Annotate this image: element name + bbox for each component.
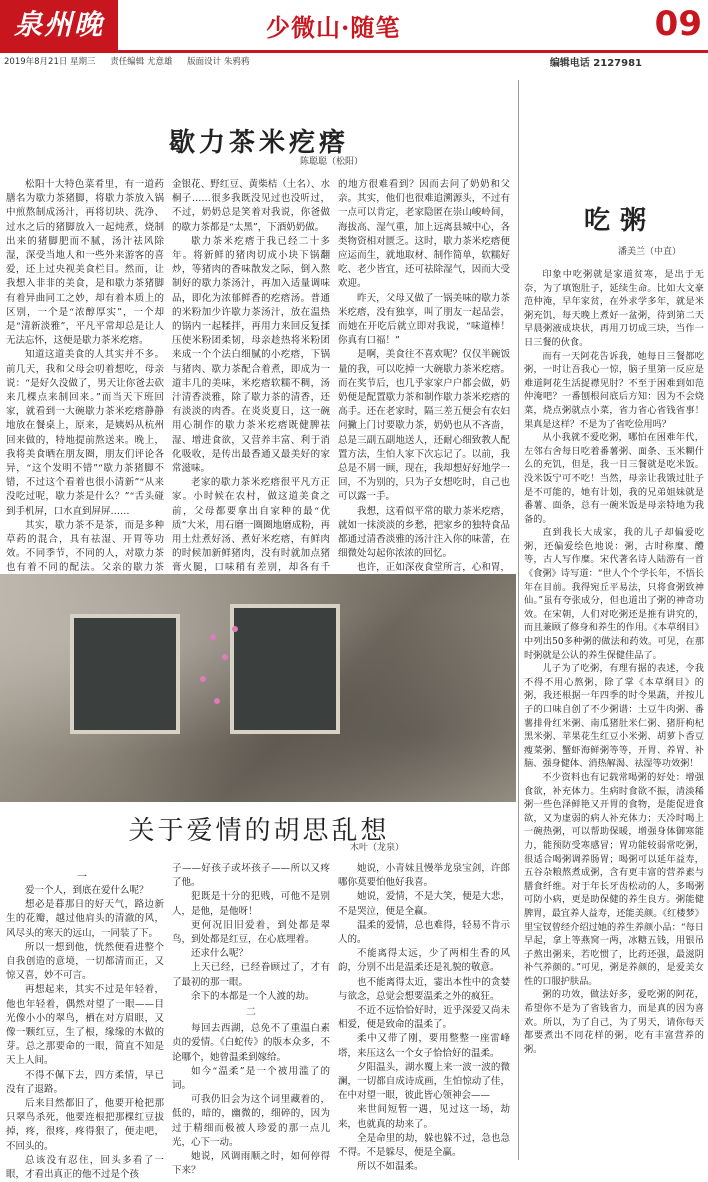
paragraph: 也不能离得太近，霎出本性中的贪婪与欲念，总觉会想要温柔之外的疯狂。 [338,976,510,1002]
masthead-rule [0,50,708,53]
paragraph: 印象中吃粥就是家道贫寒，是出于无奈，为了填饱肚子，延续生命。比如大文豪范仲淹，早年家贫，在外求学多年，就是米粥充饥，每天晚上煮好一盆粥，待到第二天早晨粥液成块状，再用刀切成三块，当作一日三餐的伙食。 [524,269,704,348]
paragraph: 爱一个人，到底在爱什么呢？ [25,885,149,896]
article1-column-2 [172,178,330,574]
photo-window-right [230,604,340,734]
paragraph: 每回去西湖，总免不了重温白素贞的爱情。《白蛇传》的版本众多，不论哪个，她曾温柔到嫁给。 [172,1023,330,1063]
photo-window-left [70,614,180,734]
article1-column-3 [338,178,510,574]
paragraph: 如今“温柔”是一个被用滥了的词。 [172,1065,330,1092]
paragraph: 也许，正如深夜食堂所言，心和胃， [357,562,510,574]
window-photo [0,574,516,802]
article3-column-2 [172,862,330,1177]
paragraph: 直到我长大成家，我的儿子却偏爱吃粥，还偏爱绘色地说：粥，古时称糜、醴等，古人写作糜。宋代著名诗人陆游有一首《食粥》诗写道：“世人个个学长年，不悟长年在目前。我得宛丘平易法，只将食粥致神仙。”虽有夸张成分，但也道出了粥的神奇功效。在宋朝，人们对吃粥还是推有讲究的，而且兼顾了修身和养生的作用。《本草纲目》中列出50多种粥的做法和药效。可见，在那时粥就是公认的养生保健佳品了。 [524,527,704,661]
article1-column-1 [6,178,164,574]
paragraph: 的地方很难看到？因而去问了奶奶和父亲。其实，他们也很难追溯源头，不过有一点可以肯定，老家隐匿在崇山峻岭间，海拔高、湿气重，加上远离县城中心，各类物资相对匮乏。这时，歇力茶米疙瘩便应运而生，就地取材、制作简单，软糯好吃、老少皆宜，还可祛除湿气，因而大受欢迎。 [338,179,510,290]
section-number-2: 二 [246,1007,256,1019]
blossom-icon [232,626,238,632]
article3-column-3 [338,862,510,1173]
paragraph: 后来目然都旧了，他要开枪把那只翠鸟杀死，他要连根把那棵红豆拔掉，疼，很疼，疼得狠了，便走吧，不回头的。 [6,1098,164,1152]
paragraph: 还求什么呢？ [191,948,249,960]
paragraph: 不近不远恰恰好时，近乎深爱又尚未相爱，便是致命的温柔了。 [338,1005,510,1031]
paragraph: 她说，小青妹且慢举龙泉宝剑，许郎哪你莫要怕他好我喜。 [338,863,510,889]
paragraph: 所以不如温柔。 [357,1161,424,1173]
paragraph: 老家的歇力茶米疙瘩很平凡方正家。小时候在农村，做这道美食之前，父母都要拿出自家种的最“优质”大米，用石磨一圈圈地磨成粉，再用土灶煮好汤、煮好米疙瘩，有鲜肉的时候加新鲜猪肉，没有时就加点猪膏火腿，口味稍有差别，却各有千 [172,477,330,574]
paragraph: 想必是暮那日的好天气，路边新生的花瓣，越过他肩头的清澈的风，风尽头的寒天的远山，一同装了下。 [6,899,164,939]
paragraph: 全是命里的劫，躲也躲不过，急也急不得。不是躲尽，便是全赢。 [338,1132,510,1159]
paragraph: 知道这道美食的人其实并不多。前几天，我和父母会叨着想吃，母亲说：“是好久没做了，男天让你爸去砍来几棵点来制回来。”而当天下班回家，就看到一大碗歇力茶米疙瘩静静地放在餐桌上，原来，是姨妈从杭州回来做的，特地提前熬送来。晚上，我将美食晒在朋友圈，朋友们评论各异，“这个发明不错”“歇力茶猪脚不错，不过这个看着也很小清新”“从来没吃过呢，歇力茶是什么？”“舌头碰到手机屏，口水直到屏屏…… [6,349,164,517]
paragraph: 犯既是十分的犯贱，可他不是别人，是他，是他呀！ [172,891,330,917]
article3-column-1 [6,884,164,1181]
paragraph: 夕阳温头，湖水覆上来一波一波的微澜，一切都自成诗成画，生怕惊动了佳，在中对望一眼，彼此皆心领神会—— [338,1061,510,1102]
date-line: 2019年8月21日 星期三 [4,57,96,67]
paragraph: 昨天，父母又做了一锅美味的歇力茶米疙瘩，没有独享，叫了朋友一起品尝，而她在开吃后就立即对我说，“味道棒！你真有口福！” [338,292,510,347]
paragraph: 可我仍旧会为这个词里藏着的，低的，暗的，幽微的，细碎的，因为过于精细而极被人珍爱的那一点儿光，心下一动。 [172,1094,330,1148]
paragraph: 余下的本都是一个人渡的劫。 [191,990,315,1002]
info-bar [0,54,708,68]
paragraph: 温柔的爱情，总也难得，轻易不肯示人的。 [338,919,510,946]
paragraph: 不能离得太远，少了两相生香的风韵，分别不出是温柔还是礼貌的敬意。 [338,948,510,974]
article1-title: 歇力茶米疙瘩 [168,128,349,158]
paragraph: 我想，这看似平常的歇力茶米疙瘩，就如一抹淡淡的乡愁，把家乡的独特食品都通过清香淡雅的汤汁注入你的味蕾，在细微处勾起你浓浓的回忆。 [338,505,510,560]
article2-title: 吃粥 [583,206,656,236]
paragraph: 是啊，美食往不喜欢呢？仅仅半碗饭量的我，可以吃掉一大碗歇力茶米疙瘩。而在奖节后，也几乎家家户户都会做，奶奶便是配置歇力茶和制作歇力茶米疙瘩的高手。还在老家时，隔三差五便会有农妇问撇上门讨要歇力茶，奶奶也从不吝啬，总是三副五副地送人，还耐心细致教人配置方法，生怕人家下次忘记了。以前，我总是不屑一顾，现在，我却想好好地学一回，不为别的，只为子女想吃时，自己也可以露一手。 [338,349,510,503]
paragraph: 柔中又带了刚，要用整整一座雷峰塔，来压这么一个女子恰恰好的温柔。 [338,1033,510,1059]
paragraph: 不少资料也有记载常喝粥的好处：增强食欲，补充体力。生病时食欲不振，清淡稀粥一些色泽鲜艳又开胃的食物，是能促进食欲，又为虚弱的病人补充体力；天冷时喝上一碗热粥，可以帮助保暖，增强身体御寒能力，能预防受寒感冒；胃功能较弱常吃粥，很适合喝粥调养肠胃；喝粥可以延年益寿，五谷杂粮熬煮成粥，含有更丰富的营养素与膳食纤维。对于年长牙齿松动的人，多喝粥可防小病，更是助保健的养生良方。粥能健脾胃，最宜养人益寿，还能美颜。《红楼梦》里宝钗曾经介绍过她的养生养颜小品：“每日早起，拿上等燕窝一两，冰糖五钱，用银吊子熬出粥来，若吃惯了，比药还强，最滋阴补气养颜的。”可见，粥是养颜的，是爱美女性的口服护肤品。 [524,771,704,987]
blossom-icon [200,676,206,682]
paper-logo: 泉州晚報 [0,0,118,50]
paragraph: 来世间短暂一遇，见过这一场，劫来，也就真的劫来了。 [338,1104,510,1130]
blossom-icon [210,634,216,640]
paragraph: 从小我就不爱吃粥，哪怕在困难年代，左邻右舍每日吃着番薯粥、面条、玉米糊什么的充饥，但是，我一日三餐就是吃米饭。没米饭宁可不吃！当然，母亲让我饿过肚子是不可能的，她有计划，我的兄弟姐妹就是番薯、面条，总有一碗米饭是母亲特地为我备的。 [524,432,704,525]
paragraph: 子——好孩子或坏孩子——所以又疼了他。 [172,863,330,889]
blossom-icon [222,654,228,660]
paragraph: 松阳十大特色菜肴里，有一道药膳名为歇力茶猪脚，将歇力茶放入锅中煎熬制成汤汁，再将切块、洗净、过水之后的猪脚放入一起炖煮，烧制出来的猪脚肥而不腻，汤汁祛风除湿，深受当地人和一些外来游客的喜爱，还上过央视美食栏目。然而，让我想入非非的美食，是和歇力茶猪脚有着异曲同工之妙，却有着本质上的区别，一个是“浓醇厚实”，一个却是“清新淡雅”，平凡平常却总是让人无法忘怀，这便是歇力茶米疙瘩。 [6,179,164,347]
hotline: 编辑电话 2127981 [549,58,642,69]
article1-author: 陈聪聪（松阳） [300,157,364,167]
blossom-icon [214,698,220,704]
paragraph: 更何况旧旧爱着，到处都是翠鸟，到处都是红豆，在心底埋着。 [172,919,330,946]
paragraph: 她说，爱情，不是大笑，便是大悲，不是哭泣，便是全赢。 [338,891,510,917]
paragraph: 上天已经，已经眷顾过了，才有了最初的那一眼。 [172,962,330,988]
paragraph: 粥的功效，做法好多，爱吃粥的阿花，希望你不是为了省钱省力，而是真的因为喜欢。所以，为了自己，为了男天，请你每天都要煮出不同花样的粥，吃有丰富营养的粥。 [524,989,704,1055]
article3-author: 木叶（龙泉） [350,843,405,853]
article2-author: 潘美兰（中直） [618,247,682,257]
paragraph: 不得不佩下去，四方柔情，早已没有了退路。 [6,1069,164,1095]
paragraph: 歇力茶米疙瘩于我已经二十多年。将新鲜的猪肉切成小块下锅翻炒，等猪肉的香味散发之际，倒入熬制好的歇力茶汤汁，再加入适量调味品，即化为浓郁鲜香的疙瘩汤。普通的米粉加少许歇力茶汤汁，放在温热的锅内一起糅拌，再用力来回反复揉压使米粉团柔韧，母亲趁热将米粉团来成一个个法白细腻的小疙瘩，下锅与猪肉、歇力茶配合着煮，即成为一道丰几的美味，米疙瘩软糯不稠，汤汁清香淡雅，除了歇力茶的清香，还有淡淡的肉香。在炎炎夏日，这一碗用心制作的歇力茶米疙瘩既健脾祛湿、增进食欲，又营养丰富、利于消化吸收，是传出最香通又最美好的家常滋味。 [172,235,330,475]
section-number-1: 一 [77,872,87,883]
paragraph: 而有一天阿花告诉我，她每日三餐都吃粥，一时让吾我心一惊，脑子里第一反应是难道阿花生活捉襟见肘？不至于困难到如范仲淹吧？一番刨根问底后方知：因为不会烧菜，烧点粥就点小菜，省力省心省钱省事！果真是这样？不是为了省吃俭用吗？ [524,350,704,430]
paragraph: 她说，风调雨顺之时，如何停得下来？ [172,1151,330,1177]
paragraph: 儿子为了吃粥，有理有据的表述，令我不得不用心熬粥，除了掌《本草纲目》的粥，我还根据一年四季的时令果蔬，并按儿子的口味自创了不少粥谱：土豆牛肉粥、番薯排骨红米粥、南瓜猪肚米仁粥、猪肝枸杞黑米粥、苹果花生红豆小米粥、胡萝卜香豆瘦菜粥、蟹虾海鲜粥等等，开胃、养胃、补脑、强身健体、消热解渴、祛湿等功效粥！ [524,663,704,770]
paragraph: 所以一想到他，恍然便看进整个自我创造的意境，一切都清而正，又惊又喜，妙不可言。 [6,941,164,982]
section-title: 少微山·随笔 [266,13,401,42]
paragraph: 其实，歇力茶不是茶，而是多种草药的混合，具有祛湿、开胃等功效。不同季节，不同的人，对歇力茶也有着不同的配法。父亲的歇力茶 [6,519,164,574]
paragraph: 总该没有忍住，回头多看了一眼，才看出真正的他不过是个孩 [6,1154,164,1181]
column-divider [518,80,519,1160]
article3-title: 关于爱情的胡思乱想 [128,816,390,846]
editor-credit: 责任编辑 尤意雄 [110,57,173,67]
paragraph: 金银花、野红豆、黄柴桔（土名）、水桐子……很多我既没见过也没听过，不过，奶奶总是笑着对我说，你爸做的歇力茶都是“太黑”，下酒奶奶做。 [172,179,330,233]
article2-body [524,268,704,1160]
designer-credit: 版面设计 朱鸦鸦 [187,57,250,67]
paragraph: 再想起来，其实不过是年轻着，他也年轻着，偶然对望了一眼——目光像小小的翠鸟，栖在对方眉眼，又像一颗红豆，生了根，缘缘的木做的芽。总之那要命的一眼，简直不知是天上人间。 [6,984,164,1067]
page-number: 09 [654,4,702,44]
